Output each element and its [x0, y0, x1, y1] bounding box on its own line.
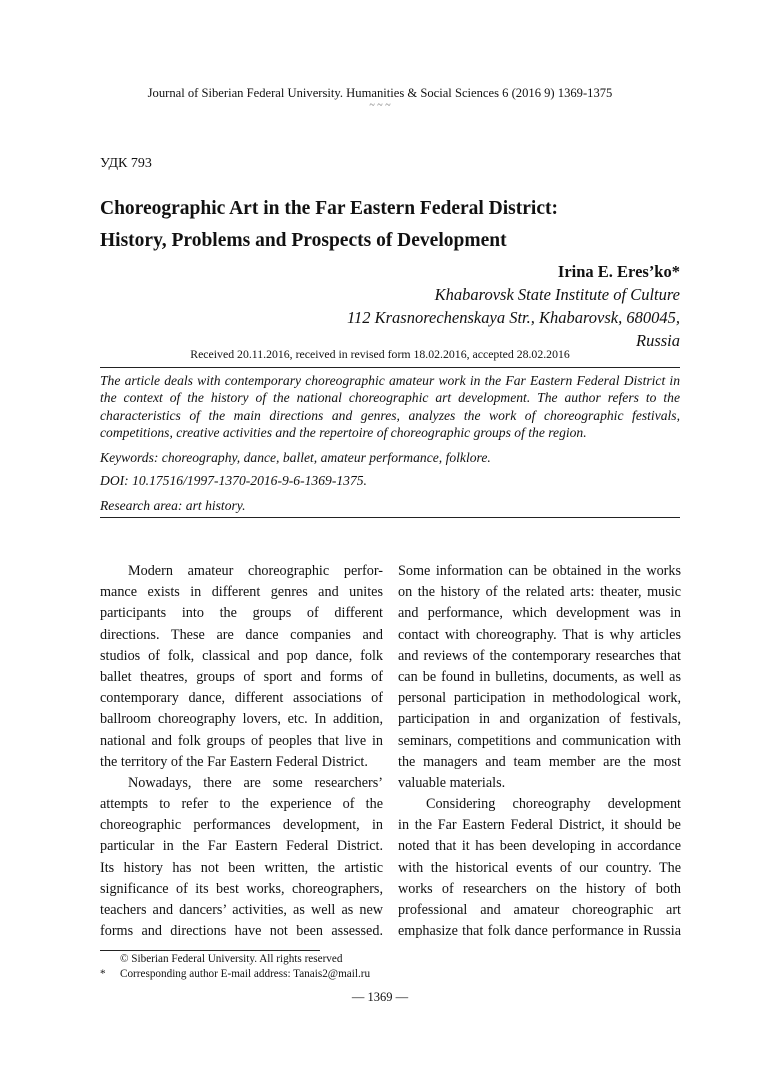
copyright-note: © Siberian Federal University. All rights reserved	[120, 953, 343, 965]
body-line: the territory of the Far Eastern Federal District.	[100, 753, 368, 770]
body-line: personal participation in methodological work,	[398, 690, 681, 707]
corresponding-note	[100, 967, 370, 982]
body-line: Its history has not been written, the artistic	[100, 859, 383, 876]
body-line: ballroom choreography lovers, etc. In addition,	[100, 711, 383, 728]
received-dates: Received 20.11.2016, received in revised form 18.02.2016, accepted 28.02.2016	[190, 347, 570, 361]
body-line: contemporary dance, different associations of	[100, 690, 383, 707]
footnote-marker: *	[100, 968, 106, 980]
body-line: choreographic performances development, in	[100, 817, 383, 834]
body-line: participation in and organization of festivals,	[398, 711, 681, 728]
body-line: Considering choreography development	[426, 796, 681, 813]
header-ornament: ~ ~ ~	[369, 100, 391, 111]
udk-code: УДК 793	[100, 156, 152, 171]
divider-top	[100, 367, 680, 368]
page-number: — 1369 —	[351, 990, 409, 1004]
body-line: mance exists in different genres and unites	[100, 584, 383, 601]
body-line: directions. These are dance companies and	[100, 626, 383, 643]
body-line: with the historical events of our country. The	[398, 859, 681, 876]
divider-bottom	[100, 517, 680, 518]
body-line: noted that it has been developing in accordance	[398, 838, 681, 855]
body-line: significance of its best works, choreographers,	[100, 880, 383, 897]
abstract-text: The article deals with contemporary choreographic amateur work in the Far Eastern Federal District in the context of the history of the national choreographic art development. The author refers to the characteristics of the main directions and genres, analyzes the work of choreographic festivals, competitions, creative activities and the repertoire of choreographic groups of the region.	[100, 373, 680, 441]
body-column-left	[100, 561, 383, 942]
body-line: Modern amateur choreographic perfor-	[128, 563, 383, 579]
body-line: forms and directions have not been assessed.	[100, 923, 383, 940]
author-block	[300, 260, 680, 352]
body-line: on the history of the related arts: theater, music	[398, 584, 681, 601]
author-address: 112 Krasnorechenskaya Str., Khabarovsk, 680045, Russia	[346, 308, 680, 350]
body-line: teachers and dancers’ activities, as well as new	[100, 902, 383, 918]
body-line: seminars, competitions and communication with	[398, 732, 681, 749]
body-line: Nowadays, there are some researchers’	[128, 774, 383, 791]
body-line: valuable materials.	[398, 774, 506, 791]
body-line: attempts to refer to the experience of the	[100, 796, 383, 813]
body-line: and performance, which development was in	[398, 605, 681, 622]
body-line: professional and amateur choreographic art	[398, 902, 681, 918]
body-line: contact with choreography. That is why articles	[398, 626, 681, 643]
body-line: Some information can be obtained in the works	[398, 563, 681, 579]
footnote-divider	[100, 950, 320, 951]
body-line: particular in the Far Eastern Federal District.	[100, 838, 383, 855]
body-line: participants into the groups of different	[100, 605, 383, 622]
body-line: emphasize that folk dance performance in Russia	[398, 923, 681, 940]
article-title	[100, 193, 558, 257]
research-area: Research area: art history.	[100, 498, 246, 513]
doi: DOI: 10.17516/1997-1370-2016-9-6-1369-1375.	[100, 473, 367, 488]
author-name: Irina E. Eres’ko*	[557, 262, 680, 281]
title-line-1: Choreographic Art in the Far Eastern Federal District:	[100, 198, 558, 219]
title-line-2: History, Problems and Prospects of Development	[100, 230, 507, 251]
body-line: the managers and team member are the most	[398, 753, 681, 770]
body-line: national and folk groups of peoples that live in	[100, 732, 383, 749]
keywords: Keywords: choreography, dance, ballet, amateur performance, folklore.	[100, 450, 491, 465]
body-column-right	[398, 561, 681, 942]
body-line: works of researchers on the history of both	[398, 880, 681, 897]
corresponding-text: Corresponding author E-mail address: Tanais2@mail.ru	[120, 968, 371, 980]
body-line: can be found in bulletins, documents, as well as	[398, 668, 681, 685]
journal-header: Journal of Siberian Federal University. Humanities & Social Sciences 6 (2016 9) 1369-1375	[147, 86, 613, 100]
body-line: in the Far Eastern Federal District, it should be	[398, 817, 681, 834]
footnotes	[100, 952, 370, 982]
body-line: ballet theatres, groups of sport and forms of	[100, 668, 383, 685]
author-institution: Khabarovsk State Institute of Culture	[434, 285, 680, 304]
body-line: studios of folk, classical and pop dance, folk	[100, 647, 383, 664]
body-line: and reviews of the contemporary researches that	[398, 647, 681, 664]
